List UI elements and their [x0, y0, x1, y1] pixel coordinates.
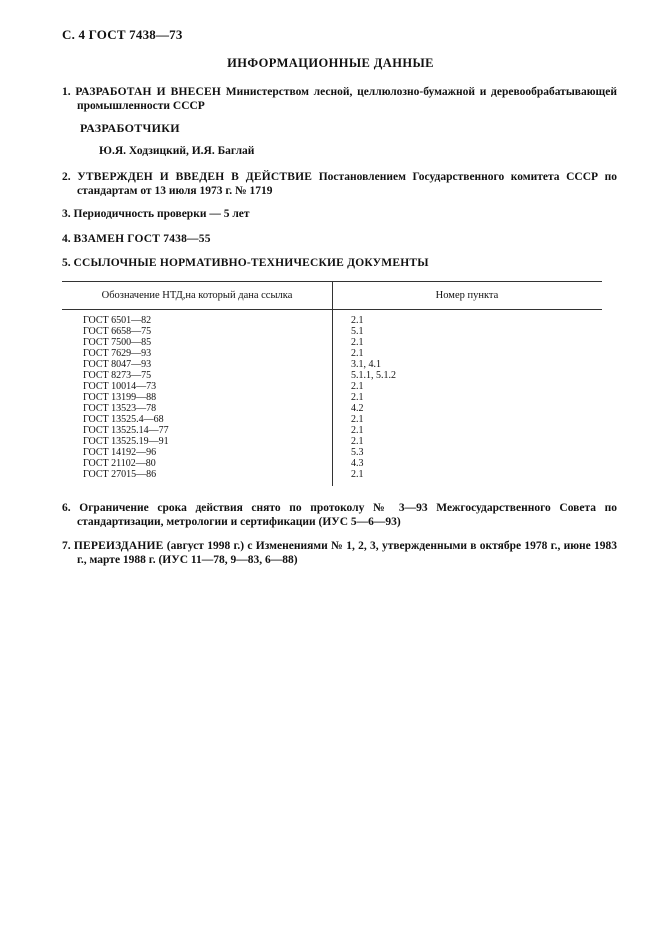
document-designation: ГОСТ 14192—96 [83, 447, 157, 458]
info-item-2 [62, 170, 617, 198]
table-row [62, 414, 602, 425]
column-header-clause: Номер пункта [435, 290, 499, 301]
item-number: 4. [62, 233, 71, 245]
item-lead: ВЗАМЕН ГОСТ 7438—55 [73, 233, 211, 245]
info-item-4 [62, 232, 617, 246]
item-number: 6. [62, 502, 71, 514]
clause-number: 2.1 [351, 414, 364, 425]
clause-number: 2.1 [351, 436, 364, 447]
document-designation: ГОСТ 13525.14—77 [83, 425, 169, 436]
table-row [62, 425, 602, 436]
document-designation: ГОСТ 21102—80 [83, 458, 156, 469]
item-lead: ССЫЛОЧНЫЕ НОРМАТИВНО-ТЕХНИЧЕСКИЕ ДОКУМЕНТЫ [73, 257, 429, 269]
document-designation: ГОСТ 13523—78 [83, 403, 157, 414]
table-row [62, 337, 602, 348]
info-item-5 [62, 256, 617, 270]
table-row [62, 392, 602, 403]
item-number: 7. [62, 540, 71, 552]
item-body: Периодичность проверки — 5 лет [73, 208, 250, 220]
item-body: Ограничение срока действия снято по протоколу № 3—93 Межгосударственного Совета по стандартизации, метрологии и сертификации (ИУС 5—6—93) [77, 502, 618, 528]
info-item-6 [62, 501, 617, 529]
table-row [62, 359, 602, 370]
reference-documents-table [62, 281, 602, 486]
table-row [62, 403, 602, 414]
document-designation: ГОСТ 8273—75 [83, 370, 152, 381]
item-number: 1. [62, 86, 71, 98]
document-designation: ГОСТ 6501—82 [83, 315, 152, 326]
item-lead: УТВЕРЖДЕН И ВВЕДЕН В ДЕЙСТВИЕ [77, 171, 313, 183]
document-designation: ГОСТ 6658—75 [83, 326, 152, 337]
info-item-7 [62, 539, 617, 567]
document-designation: ГОСТ 7629—93 [83, 348, 152, 359]
info-item-3 [62, 207, 617, 221]
page-title: ИНФОРМАЦИОННЫЕ ДАННЫЕ [227, 56, 434, 70]
clause-number: 5.1.1, 5.1.2 [351, 370, 396, 381]
table-row [62, 315, 602, 326]
item-number: 5. [62, 257, 71, 269]
column-header-document: Обозначение НТД,на который дана ссылка [101, 290, 293, 301]
page-header: С. 4 ГОСТ 7438—73 [62, 27, 183, 42]
clause-number: 4.2 [351, 403, 364, 414]
table-row [62, 447, 602, 458]
item-number: 2. [62, 171, 71, 183]
table-body [62, 315, 602, 480]
info-item-1 [62, 85, 617, 113]
developers-heading: РАЗРАБОТЧИКИ [80, 121, 180, 135]
document-designation: ГОСТ 8047—93 [83, 359, 152, 370]
document-designation: ГОСТ 13199—88 [83, 392, 157, 403]
clause-number: 2.1 [351, 315, 364, 326]
clause-number: 3.1, 4.1 [351, 359, 381, 370]
document-designation: ГОСТ 27015—86 [83, 469, 157, 480]
developers-names: Ю.Я. Ходзицкий, И.Я. Баглай [99, 145, 255, 157]
table-row [62, 326, 602, 337]
item-body: (август 1998 г.) с Изменениями № 1, 2, 3, утвержденными в октябре 1978 г., июне 1983 г., марте 1988 г. (ИУС 11—78, 9—83, 6—88) [77, 540, 618, 566]
clause-number: 2.1 [351, 337, 364, 348]
item-lead: РАЗРАБОТАН И ВНЕСЕН [75, 86, 222, 98]
clause-number: 5.1 [351, 326, 364, 337]
clause-number: 2.1 [351, 425, 364, 436]
item-lead: ПЕРЕИЗДАНИЕ [73, 540, 164, 552]
clause-number: 2.1 [351, 469, 364, 480]
clause-number: 2.1 [351, 348, 364, 359]
item-body: Министерством лесной, целлюлозно-бумажной и деревообрабатывающей промышленности СССР [77, 86, 617, 112]
table-row [62, 348, 602, 359]
table-row [62, 381, 602, 392]
document-designation: ГОСТ 13525.19—91 [83, 436, 169, 447]
item-number: 3. [62, 208, 71, 220]
table-row [62, 469, 602, 480]
clause-number: 2.1 [351, 381, 364, 392]
clause-number: 4.3 [351, 458, 364, 469]
document-designation: ГОСТ 10014—73 [83, 381, 157, 392]
document-designation: ГОСТ 7500—85 [83, 337, 152, 348]
item-body: Постановлением Государственного комитета СССР по стандартам от 13 июля 1973 г. № 1719 [77, 171, 617, 197]
table-row [62, 436, 602, 447]
clause-number: 2.1 [351, 392, 364, 403]
document-designation: ГОСТ 13525.4—68 [83, 414, 164, 425]
table-row [62, 458, 602, 469]
table-row [62, 370, 602, 381]
clause-number: 5.3 [351, 447, 364, 458]
